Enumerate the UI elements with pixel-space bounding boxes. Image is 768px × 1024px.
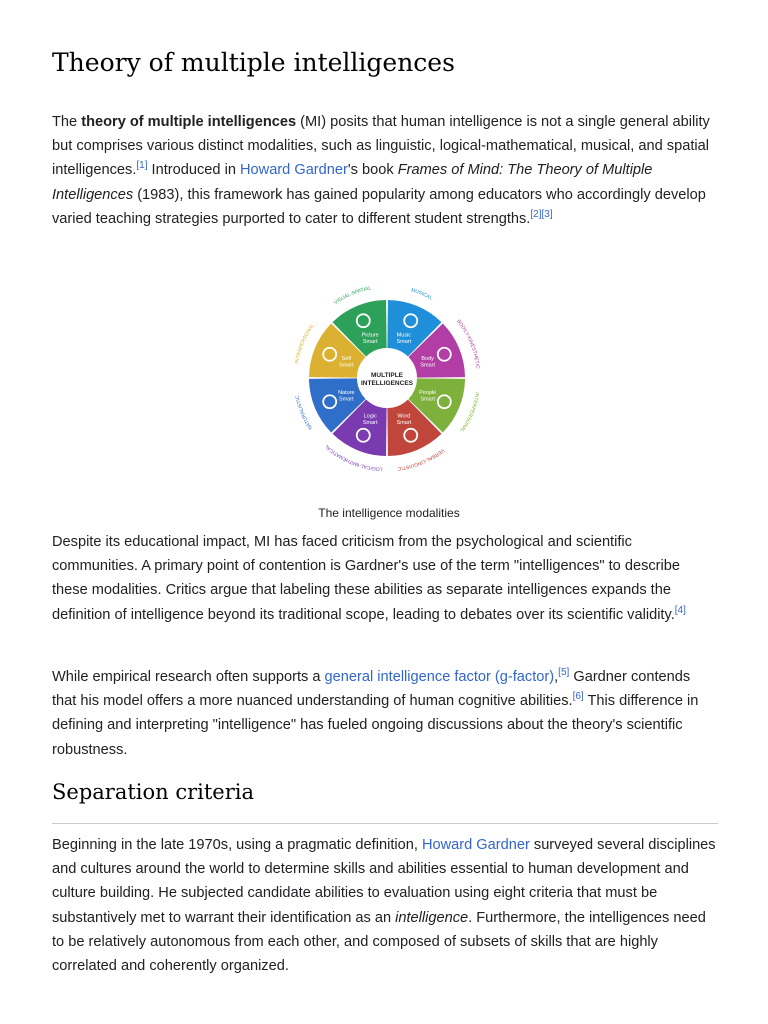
segment-sublabel: Smart [396, 338, 412, 345]
segment-sublabel: Smart [420, 362, 435, 369]
intelligence-wheel-figure[interactable] [272, 276, 502, 476]
segment-label: Logic [363, 413, 377, 420]
criteria-paragraph: Beginning in the late 1970s, using a pragmatic definition, Howard Gardner surveyed several disciplines and cultures around the world to determine skills and abilities essential to human development and culture building. He subjected candidate abilities to evaluation using eight criteria that must be substantively met to warrant their identification as an intelligence. Furthermore, the intelligences need to be relatively autonomous from each other, and composed of subsets of skills that are highly correlated and coherently organized. [52, 837, 716, 975]
outer-label: INTERPERSONAL [458, 391, 480, 434]
citation-2[interactable]: [2] [530, 208, 542, 220]
howard-gardner-link[interactable]: Howard Gardner [240, 162, 348, 179]
gfactor-paragraph: While empirical research often supports a general intelligence factor (g-factor),[5] Gardner contends that his model offers a more nuanced understanding of human cognitive abilities.[6] This difference in defining and interpreting "intelligence" has fueled ongoing discussions about the theory's scientific robustness. [52, 667, 699, 758]
citation-1[interactable]: [1] [136, 160, 148, 172]
center-title: MULTIPLE [370, 372, 404, 379]
book-title: Frames of Mind: The Theory of Multiple Intelligences [52, 162, 653, 203]
center-subtitle: INTELLIGENCES [360, 380, 414, 387]
citation-5[interactable]: [5] [558, 667, 570, 679]
segment-sublabel: Smart [362, 338, 378, 345]
segment-label: Body [421, 356, 434, 363]
outer-label: INTRAPERSONAL [294, 322, 316, 365]
outer-label: VERBAL-LINGUISTIC [397, 447, 446, 472]
segment-label: Self [341, 356, 352, 363]
segment-sublabel: Smart [362, 420, 378, 427]
outer-label: VISUAL-SPATIAL [333, 285, 372, 306]
g-factor-link[interactable]: general intelligence factor (g-factor) [324, 669, 555, 685]
citation-4[interactable]: [4] [674, 604, 686, 616]
segment-label: Nature [338, 389, 355, 396]
outer-label: NATURALISTIC [294, 394, 314, 431]
segment-label: People [419, 389, 437, 396]
citation-3[interactable]: [3] [541, 208, 553, 220]
section-heading: Separation criteria [52, 780, 254, 804]
segment-sublabel: Smart [420, 396, 435, 403]
bold-term: theory of multiple intelligences [81, 114, 297, 130]
section-divider [52, 823, 718, 824]
outer-label: LOGICAL-MATHEMATICAL [323, 443, 383, 472]
page-title: Theory of multiple intelligences [52, 48, 455, 77]
intelligence-term: intelligence [395, 909, 469, 926]
segment-sublabel: Smart [396, 420, 412, 427]
intro-paragraph: The theory of multiple intelligences (MI) posits that human intelligence is not a single general ability but comprises various distinct modalities, such as linguistic, logical-mathematical, musical, and spatial intelligences.[1] Introduced in Howard Gardner's book Frames of Mind: The Theory of Multiple Intelligences (1983), this framework has gained popularity among educators who accordingly develop varied teaching strategies purported to cater to different student strengths.[2][3] [52, 114, 710, 227]
segment-label: Music [396, 332, 412, 339]
citation-6[interactable]: [6] [572, 691, 584, 703]
segment-label: Picture [361, 332, 379, 339]
figure-caption: The intelligence modalities [318, 506, 460, 520]
segment-sublabel: Smart [339, 396, 354, 403]
criticism-paragraph: Despite its educational impact, MI has faced criticism from the psychological and scientific communities. A primary point of contention is Gardner's use of the term "intelligences" to describe these modalities. Critics argue that labeling these abilities as separate intelligences expands the definition of intelligence beyond its traditional scope, leading to debates over its scientific validity.[4] [52, 534, 686, 623]
howard-gardner-link-2[interactable]: Howard Gardner [421, 837, 530, 853]
segment-label: Word [397, 413, 411, 420]
segment-sublabel: Smart [339, 362, 354, 369]
intelligence-wheel [272, 276, 502, 476]
outer-label: MUSICAL [410, 287, 434, 302]
outer-label: BODILY-KINESTHETIC [455, 318, 481, 370]
